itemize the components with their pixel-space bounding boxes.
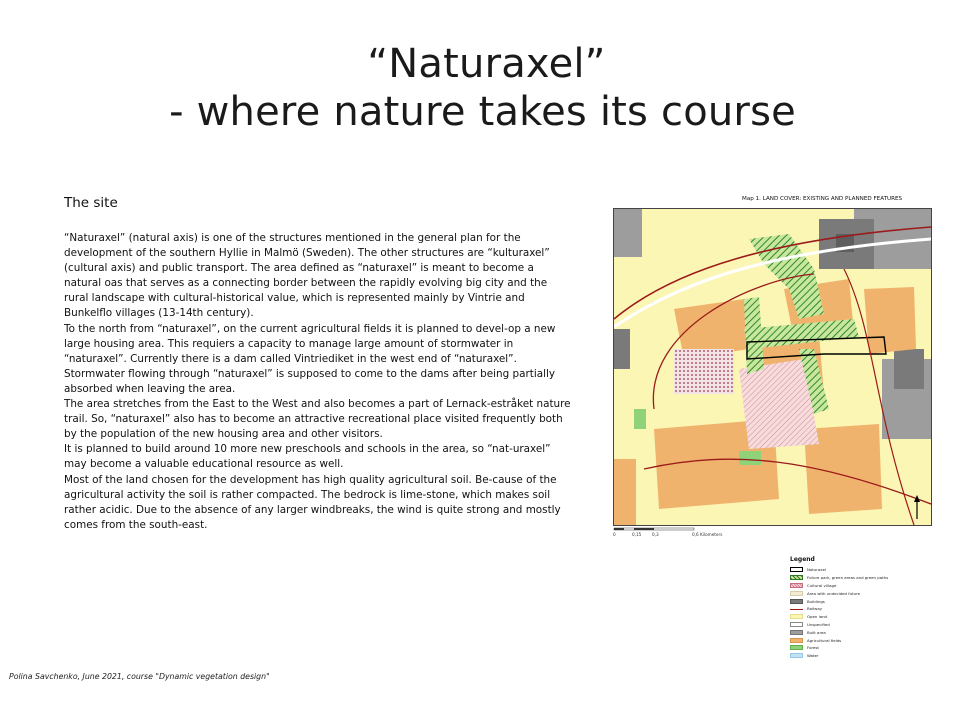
legend-item: [790, 566, 930, 574]
legend-item: [790, 582, 930, 590]
legend-item: [790, 597, 930, 605]
forest: [634, 409, 646, 429]
title-line-2: - where nature takes its course: [169, 89, 796, 135]
agricultural-field: [864, 287, 916, 354]
legend-swatch: [790, 645, 803, 650]
legend-label: Forest: [807, 645, 819, 651]
legend-item: [790, 613, 930, 621]
legend-swatch: [790, 622, 803, 627]
paragraph: To the north from “naturaxel”, on the current agricultural fields it is planned to devel-op a new large housing area. This requiers a capacity to manage large amount of stormwater in “naturaxel”. Currently there is a dam called Vintriediket in the west end of “naturaxel”. Stormwater flowing through “naturaxel” is supposed to come to the dams after being partially absorbed when leaving the area.: [64, 322, 556, 395]
paragraph: The area stretches from the East to the West and also becomes a part of Lernack-estråket nature trail. So, “naturaxel” also has to become an attractive recreational place visited frequently both by the population of the new housing area and other visitors.: [64, 398, 571, 441]
paragraph: It is planned to build around 10 more new preschools and schools in the area, so “nat-uraxel” may become a valuable educational resource as well.: [64, 443, 551, 471]
forest: [739, 451, 761, 465]
legend-label: Buildings: [807, 598, 825, 604]
legend-swatch: [790, 575, 803, 580]
land-cover-map: [613, 208, 932, 526]
legend-swatch: [790, 567, 803, 572]
legend-label: Built area: [807, 629, 826, 635]
paragraph: Most of the land chosen for the development has high quality agricultural soil. Be-cause of the agricultural activity the soil is rather compacted. The bedrock is lime-stone, which makes soil rather acidic. Due to the absence of any larger windbreaks, the wind is quite strong and mostly comes from the south-east.: [64, 473, 561, 531]
legend-swatch: [790, 599, 803, 604]
legend-item: [790, 628, 930, 636]
legend-label: Water: [807, 653, 819, 659]
legend-label: Area with undecided future: [807, 590, 860, 596]
cultural-village: [674, 349, 734, 394]
legend-item: [790, 574, 930, 582]
section-body: [64, 231, 572, 533]
legend-item: [790, 605, 930, 613]
scale-tick-label: 0,15: [632, 532, 642, 537]
legend-swatch: [790, 614, 803, 619]
section-heading: The site: [64, 195, 118, 211]
map-graphic: [614, 209, 931, 525]
legend-swatch: [790, 630, 803, 635]
paragraph: “Naturaxel” (natural axis) is one of the structures mentioned in the general plan for the development of the southern Hyllie in Malmö (Sweden). The other structures are “kulturaxel” (cultural axis) and public transport. The area defined as “naturaxel” is meant to become a natural oas that serves as a connecting border between the rapidly evolving big city and the rural landscape with cultural-historical value, which is represented mainly by Vintrie and Bunkelflo villages (13-14th century).: [64, 232, 550, 320]
legend-title: Legend: [790, 556, 815, 563]
map-legend: [790, 556, 930, 660]
legend-swatch: [790, 638, 803, 643]
legend-item: [790, 621, 930, 629]
legend-label: Unspecified: [807, 621, 830, 627]
page-title: [0, 40, 965, 136]
legend-item: [790, 652, 930, 660]
scale-tick-label: 0,3: [652, 532, 659, 537]
legend-swatch: [790, 583, 803, 588]
legend-item: [790, 636, 930, 644]
map-title: Map 1. LAND COVER: EXISTING AND PLANNED FEATURES: [742, 196, 903, 202]
legend-item: [790, 589, 930, 597]
legend-swatch: [790, 591, 803, 596]
legend-items: [790, 566, 930, 660]
legend-label: Agricultural fields: [807, 637, 842, 643]
legend-label: Open land: [807, 614, 828, 620]
scale-tick-label: 0,6 Kilometers: [692, 532, 723, 537]
legend-item: [790, 644, 930, 652]
built-area: [614, 209, 642, 257]
legend-swatch: [790, 653, 803, 658]
scale-tick-label: 0: [613, 532, 616, 537]
building: [614, 329, 630, 369]
title-line-1: “Naturaxel”: [367, 41, 606, 87]
legend-label: Naturaxel: [807, 567, 826, 573]
legend-label: Railway: [807, 606, 823, 612]
legend-label: Future park, green areas and green paths: [807, 575, 889, 581]
agricultural-field: [614, 459, 636, 525]
building: [894, 349, 924, 389]
legend-swatch: [790, 609, 803, 610]
legend-label: Cultural village: [807, 582, 837, 588]
footer-credit: Polina Savchenko, June 2021, course "Dynamic vegetation design": [9, 672, 270, 681]
